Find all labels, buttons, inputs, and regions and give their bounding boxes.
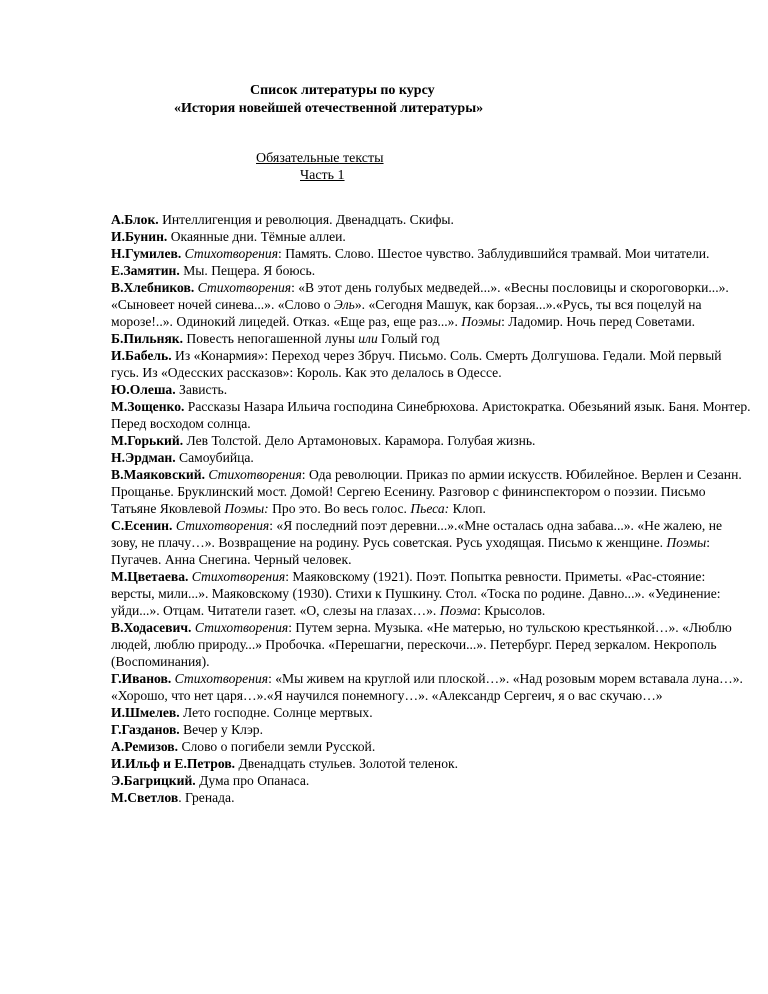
- list-item-babel: [111, 347, 751, 381]
- works-text: : Ладомир. Ночь перед Советами.: [501, 314, 696, 329]
- author-name: В.Ходасевич.: [111, 620, 192, 635]
- author-name: Г.Иванов.: [111, 671, 172, 686]
- genre-label: Стихотворения: [175, 518, 270, 533]
- genre-label: Стихотворения: [194, 620, 289, 635]
- genre-label: Стихотворения: [208, 467, 302, 482]
- list-item-zoshchenko: [111, 398, 751, 432]
- genre-label: Стихотворения: [174, 671, 269, 686]
- author-name: Б.Пильняк.: [111, 331, 184, 346]
- italic-word: или: [358, 331, 378, 346]
- works-text: Про это. Во весь голос.: [268, 501, 411, 516]
- author-name: И.Шмелев.: [111, 705, 180, 720]
- works-text: Клоп.: [449, 501, 486, 516]
- works-text: : «Я последний поэт деревни...».«Мне осталась одна забава...». «Не жалею, не зову, не плачу…». Возвращение на родину. Русь советская. Русь уходящая. Письмо к женщине.: [111, 518, 723, 550]
- list-item-zamyatin: [111, 262, 751, 279]
- author-name: Н.Гумилев.: [111, 246, 182, 261]
- works-text: : «Мы живем на круглой или плоской…». «Над розовым морем вставала луна…». «Хорошо, что нет царя…».«Я научился понемногу…». «Александр Сергеич, я о вас скучаю…»: [111, 671, 743, 703]
- works-text: Двенадцать стульев. Золотой теленок.: [235, 756, 458, 771]
- genre-label: Стихотворения: [197, 280, 292, 295]
- works-text: : Ода революции. Приказ по армии искусств. Юбилейное. Верлен и Сезанн. Прощанье. Бруклинский мост. Домой! Сергею Есенину. Разговор с фининспектором о поэзии. Письмо Татьяне Яковлевой: [111, 467, 742, 516]
- list-item-ilf-petrov: [111, 755, 751, 772]
- list-item-esenin: [111, 517, 751, 568]
- list-item-mayakovsky: [111, 466, 751, 517]
- genre-label: Поэма: [439, 603, 478, 618]
- genre-label: Поэмы: [666, 535, 707, 550]
- list-item-ivanov: [111, 670, 751, 704]
- list-item-remizov: [111, 738, 751, 755]
- genre-label: Стихотворения: [184, 246, 279, 261]
- author-name: В.Хлебников.: [111, 280, 195, 295]
- italic-word: Эль: [333, 297, 355, 312]
- works-text: Вечер у Клэр.: [179, 722, 263, 737]
- author-name: И.Ильф и Е.Петров.: [111, 756, 236, 771]
- list-item-bagritsky: [111, 772, 751, 789]
- genre-label: Поэмы:: [224, 501, 269, 516]
- list-item-gazdanov: [111, 721, 751, 738]
- works-text: Лев Толстой. Дело Артамоновых. Карамора. Голубая жизнь.: [183, 433, 536, 448]
- part-heading: Часть 1: [300, 168, 345, 183]
- works-text: Голый год: [377, 331, 440, 346]
- works-text: Рассказы Назара Ильича господина Синебрюхова. Аристократка. Обезьяний язык. Баня. Монтер. Перед восходом солнца.: [111, 399, 751, 431]
- author-name: В.Маяковский.: [111, 467, 205, 482]
- list-item-khodasevich: [111, 619, 751, 670]
- works-text: Дума про Опанаса.: [195, 773, 310, 788]
- list-item-olesha: [111, 381, 751, 398]
- works-text: Лето господне. Солнце мертвых.: [179, 705, 373, 720]
- author-name: С.Есенин.: [111, 518, 173, 533]
- author-name: Н.Эрдман.: [111, 450, 176, 465]
- works-text: ». «Сегодня Машук, как борзая...».«Русь, ты вся поцелуй на морозе!..». Одинокий лицедей. Отказ. «Еще раз, еще раз...».: [111, 297, 702, 329]
- author-name: А.Ремизов.: [111, 739, 179, 754]
- works-text: : Маяковскому (1921). Поэт. Попытка ревности. Приметы. «Рас-стояние: версты, мили...». Маяковскому (1930). Стихи к Пушкину. Стол. «Тоска по родине. Давно...». «Уединение: уйди...». Отцам. Читатели газет. «О, слезы на глазах…».: [111, 569, 721, 618]
- works-text: Повесть непогашенной луны: [183, 331, 359, 346]
- list-item-shmelev: [111, 704, 751, 721]
- author-name: М.Цветаева.: [111, 569, 189, 584]
- list-item-gorky: [111, 432, 751, 449]
- list-item-svetlov: [111, 789, 751, 806]
- works-text: : Память. Слово. Шестое чувство. Заблудившийся трамвай. Мои читатели.: [278, 246, 710, 261]
- reading-list: [111, 211, 751, 806]
- author-name: И.Бабель.: [111, 348, 172, 363]
- works-text: : Путем зерна. Музыка. «Не матерью, но тульскою крестьянкой…». «Люблю людей, люблю природу...» Пробочка. «Перешагни, перескочи...». Петербург. Перед зеркалом. Некрополь (Воспоминания).: [111, 620, 732, 669]
- works-text: . Гренада.: [178, 790, 235, 805]
- list-item-gumilev: [111, 245, 751, 262]
- works-text: : Пугачев. Анна Снегина. Черный человек.: [111, 535, 710, 567]
- document-title-line2: «История новейшей отечественной литературы»: [174, 101, 484, 116]
- works-text: : Крысолов.: [477, 603, 546, 618]
- works-text: Из «Конармия»: Переход через Збруч. Письмо. Соль. Смерть Долгушова. Гедали. Мой первый гусь. Из «Одесских рассказов»: Король. Как это делалось в Одессе.: [111, 348, 722, 380]
- list-item-tsvetaeva: [111, 568, 751, 619]
- genre-label: Поэмы: [461, 314, 502, 329]
- author-name: М.Горький.: [111, 433, 184, 448]
- works-text: Окаянные дни. Тёмные аллеи.: [167, 229, 346, 244]
- document-title-line1: Список литературы по курсу: [250, 83, 435, 98]
- author-name: Г.Газданов.: [111, 722, 180, 737]
- genre-label: Пьеса:: [410, 501, 450, 516]
- author-name: М.Светлов: [111, 790, 179, 805]
- author-name: Э.Багрицкий.: [111, 773, 196, 788]
- list-item-pilnyak: [111, 330, 751, 347]
- section-heading: Обязательные тексты: [256, 151, 384, 166]
- list-item-blok: [111, 211, 751, 228]
- list-item-khlebnikov: [111, 279, 751, 330]
- list-item-bunin: [111, 228, 751, 245]
- works-text: Мы. Пещера. Я боюсь.: [179, 263, 316, 278]
- list-item-erdman: [111, 449, 751, 466]
- author-name: И.Бунин.: [111, 229, 168, 244]
- works-text: Интеллигенция и революция. Двенадцать. Скифы.: [158, 212, 454, 227]
- works-text: Зависть.: [175, 382, 228, 397]
- author-name: Ю.Олеша.: [111, 382, 176, 397]
- author-name: Е.Замятин.: [111, 263, 180, 278]
- works-text: : «В этот день голубых медведей...». «Весны пословицы и скороговорки...». «Сыновеет ночей синева...». «Слово о: [111, 280, 729, 312]
- author-name: М.Зощенко.: [111, 399, 185, 414]
- author-name: А.Блок.: [111, 212, 159, 227]
- works-text: Слово о погибели земли Русской.: [178, 739, 376, 754]
- genre-label: Стихотворения: [191, 569, 286, 584]
- works-text: Самоубийца.: [175, 450, 254, 465]
